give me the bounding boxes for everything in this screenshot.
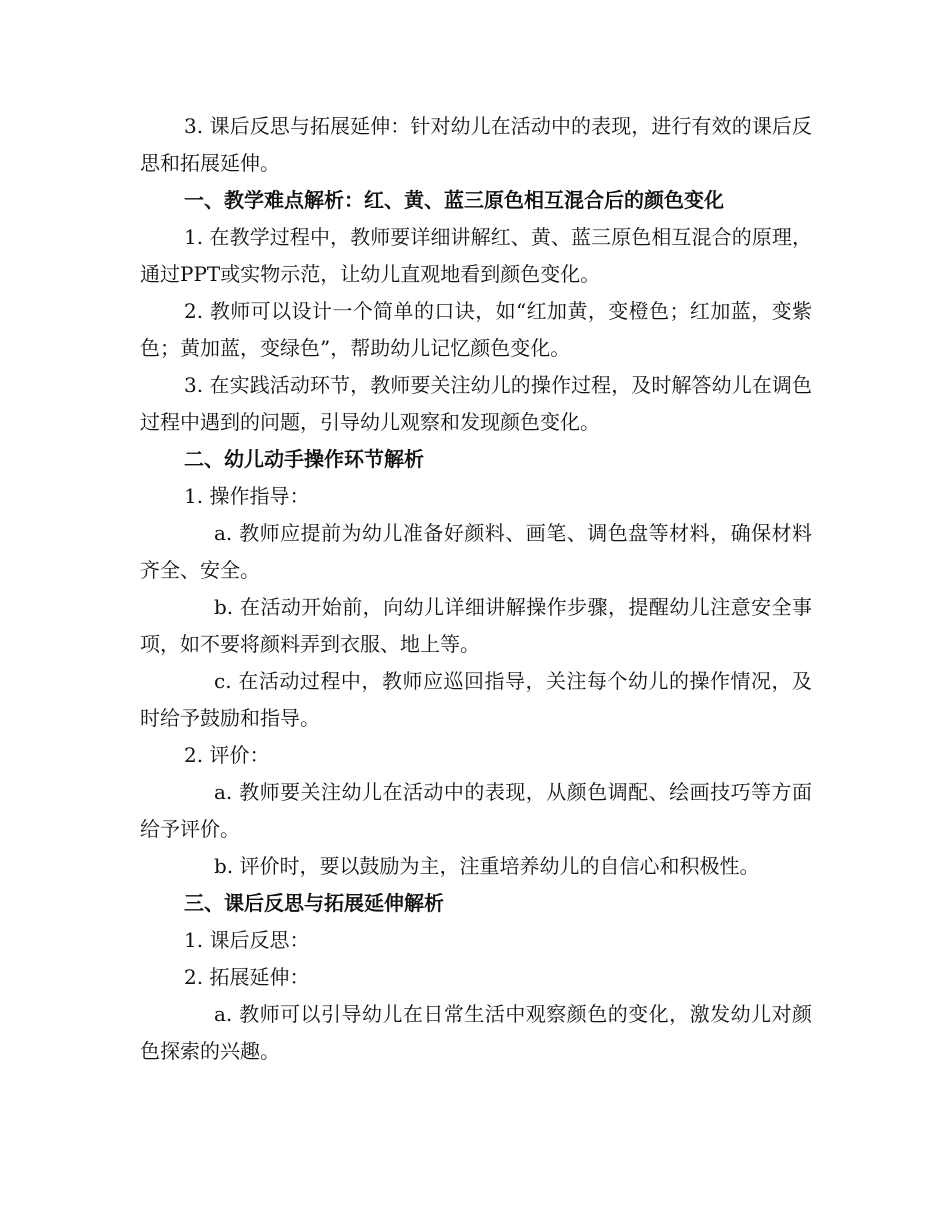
paragraph-difficulty-2: 2. 教师可以设计一个简单的口诀，如“红加黄，变橙色；红加蓝，变紫色；黄加蓝，变绿色”，帮助幼儿记忆颜色变化。 (140, 299, 812, 360)
paragraph-guidance-a: a. 教师应提前为幼儿准备好颜料、画笔、调色盘等材料，确保材料齐全、安全。 (140, 521, 812, 582)
paragraph-evaluation-a: a. 教师要关注幼儿在活动中的表现，从颜色调配、绘画技巧等方面给予评价。 (140, 780, 812, 841)
paragraph-guidance-c: c. 在活动过程中，教师应巡回指导，关注每个幼儿的操作情况，及时给予鼓励和指导。 (140, 669, 812, 730)
paragraph-extension-a: a. 教师可以引导幼儿在日常生活中观察颜色的变化，激发幼儿对颜色探索的兴趣。 (140, 1002, 812, 1063)
paragraph-reflection-extension: 3. 课后反思与拓展延伸：针对幼儿在活动中的表现，进行有效的课后反思和拓展延伸。 (140, 114, 812, 175)
paragraph-operation-guidance: 1. 操作指导： (184, 484, 310, 508)
paragraph-evaluation-b: b. 评价时，要以鼓励为主，注重培养幼儿的自信心和积极性。 (214, 854, 760, 878)
paragraph-extension: 2. 拓展延伸： (184, 965, 310, 989)
paragraph-post-class-reflection: 1. 课后反思： (184, 928, 310, 952)
paragraph-difficulty-3: 3. 在实践活动环节，教师要关注幼儿的操作过程，及时解答幼儿在调色过程中遇到的问题，引导幼儿观察和发现颜色变化。 (140, 373, 812, 434)
paragraph-difficulty-1: 1. 在教学过程中，教师要详细讲解红、黄、蓝三原色相互混合的原理，通过PPT或实物示范，让幼儿直观地看到颜色变化。 (140, 225, 812, 286)
heading-reflection-analysis: 三、课后反思与拓展延伸解析 (184, 891, 444, 915)
heading-teaching-difficulty: 一、教学难点解析：红、黄、蓝三原色相互混合后的颜色变化 (184, 188, 724, 212)
paragraph-guidance-b: b. 在活动开始前，向幼儿详细讲解操作步骤，提醒幼儿注意安全事项，如不要将颜料弄到衣服、地上等。 (140, 595, 812, 656)
heading-hands-on-analysis: 二、幼儿动手操作环节解析 (184, 447, 424, 471)
document-page (140, 108, 812, 1070)
paragraph-evaluation: 2. 评价： (184, 743, 270, 767)
